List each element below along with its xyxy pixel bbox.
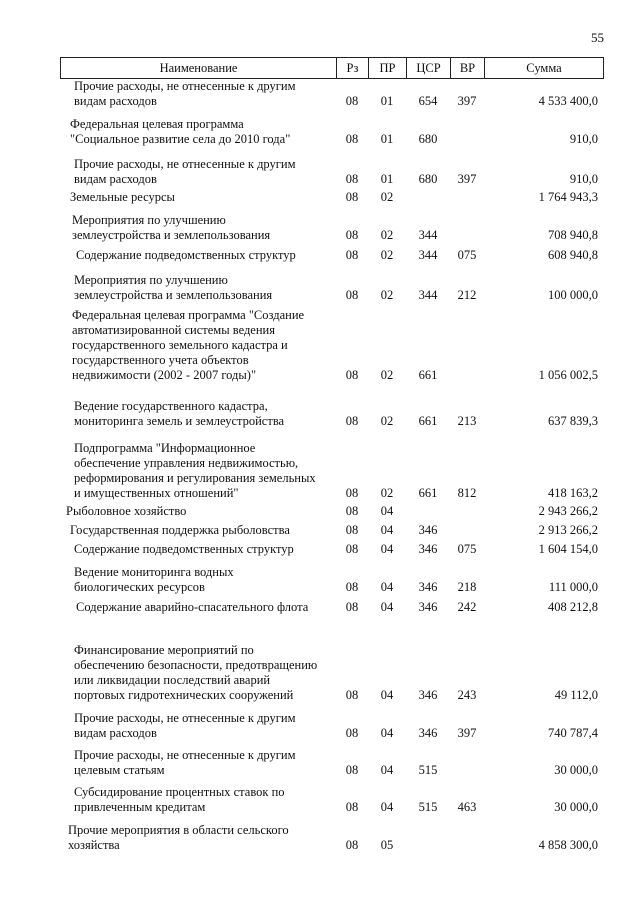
cell-rz: 08 bbox=[345, 414, 359, 428]
cell-sum: 608 940,8 bbox=[548, 248, 598, 262]
cell-sum: 740 787,4 bbox=[548, 726, 598, 740]
cell-rz: 08 bbox=[345, 504, 359, 518]
cell-rz: 08 bbox=[345, 688, 359, 702]
table-row bbox=[60, 441, 604, 501]
cell-sum: 30 000,0 bbox=[554, 800, 598, 814]
cell-csr: 515 bbox=[418, 763, 438, 777]
cell-csr: 346 bbox=[418, 542, 438, 556]
cell-name: Прочие расходы, не отнесенные к другим целевым статьям bbox=[74, 748, 296, 777]
cell-sum: 100 000,0 bbox=[548, 288, 598, 302]
budget-table bbox=[60, 57, 604, 852]
cell-vr: 812 bbox=[457, 486, 477, 500]
cell-pr: 04 bbox=[380, 580, 394, 594]
cell-sum: 111 000,0 bbox=[548, 580, 598, 594]
column-header-name: Наименование bbox=[60, 58, 336, 78]
cell-rz: 08 bbox=[345, 523, 359, 537]
cell-csr: 661 bbox=[418, 486, 438, 500]
cell-name: Прочие расходы, не отнесенные к другим видам расходов bbox=[74, 711, 296, 740]
cell-csr: 346 bbox=[418, 580, 438, 594]
cell-pr: 04 bbox=[380, 726, 394, 740]
cell-vr: 242 bbox=[457, 600, 477, 614]
cell-name: Субсидирование процентных ставок по привлеченным кредитам bbox=[74, 785, 285, 814]
table-row bbox=[60, 823, 604, 853]
table-row bbox=[60, 504, 604, 519]
cell-csr: 661 bbox=[418, 414, 438, 428]
cell-csr: 654 bbox=[418, 94, 438, 108]
cell-name: Государственная поддержка рыболовства bbox=[70, 523, 290, 537]
cell-vr bbox=[450, 308, 484, 383]
cell-rz: 08 bbox=[345, 94, 359, 108]
cell-name: Содержание аварийно-спасательного флота bbox=[76, 600, 309, 614]
table-row bbox=[60, 542, 604, 557]
cell-vr bbox=[450, 504, 484, 519]
table-row bbox=[60, 308, 604, 383]
cell-vr: 075 bbox=[457, 542, 477, 556]
cell-sum: 910,0 bbox=[569, 172, 598, 186]
cell-vr bbox=[450, 823, 484, 853]
cell-csr: 344 bbox=[418, 288, 438, 302]
cell-vr: 212 bbox=[457, 288, 477, 302]
table-row bbox=[60, 248, 604, 263]
table-row bbox=[60, 79, 604, 109]
cell-csr: 344 bbox=[418, 248, 438, 262]
table-row bbox=[60, 643, 604, 703]
cell-csr bbox=[406, 823, 450, 853]
table-row bbox=[60, 213, 604, 243]
cell-vr bbox=[450, 213, 484, 243]
cell-name: Содержание подведомственных структур bbox=[76, 248, 296, 262]
cell-name: Прочие мероприятия в области сельского хозяйства bbox=[68, 823, 289, 852]
cell-rz: 08 bbox=[345, 172, 359, 186]
cell-name: Подпрограмма "Информационное обеспечение управления недвижимостью, реформирования и регулирования земельных и имущественных отношений" bbox=[74, 441, 316, 500]
column-header-sum: Сумма bbox=[484, 58, 604, 78]
cell-name: Финансирование мероприятий по обеспечению безопасности, предотвращению или ликвидации последствий аварий портовых гидротехнических сооружений bbox=[74, 643, 318, 702]
cell-rz: 08 bbox=[345, 838, 359, 852]
cell-sum: 408 212,8 bbox=[548, 600, 598, 614]
cell-pr: 04 bbox=[380, 688, 394, 702]
cell-sum: 2 913 266,2 bbox=[538, 523, 598, 537]
cell-vr bbox=[450, 748, 484, 778]
cell-vr: 213 bbox=[457, 414, 477, 428]
cell-vr: 397 bbox=[457, 94, 477, 108]
cell-name: Прочие расходы, не отнесенные к другим видам расходов bbox=[74, 79, 296, 108]
cell-csr: 661 bbox=[418, 368, 438, 382]
cell-sum: 637 839,3 bbox=[548, 414, 598, 428]
table-row bbox=[60, 273, 604, 303]
cell-pr: 05 bbox=[380, 838, 394, 852]
table-row bbox=[60, 565, 604, 595]
cell-pr: 02 bbox=[380, 368, 394, 382]
cell-vr: 397 bbox=[457, 172, 477, 186]
cell-name: Федеральная целевая программа "Социальное развитие села до 2010 года" bbox=[70, 117, 291, 146]
cell-sum: 4 533 400,0 bbox=[538, 94, 598, 108]
table-row bbox=[60, 785, 604, 815]
cell-vr: 218 bbox=[457, 580, 477, 594]
cell-pr: 04 bbox=[380, 763, 394, 777]
cell-rz: 08 bbox=[345, 800, 359, 814]
cell-pr: 04 bbox=[380, 523, 394, 537]
cell-sum: 418 163,2 bbox=[548, 486, 598, 500]
cell-sum: 2 943 266,2 bbox=[538, 504, 598, 518]
cell-sum: 708 940,8 bbox=[548, 228, 598, 242]
cell-csr: 346 bbox=[418, 726, 438, 740]
cell-vr bbox=[450, 117, 484, 147]
table-row bbox=[60, 748, 604, 778]
table-row bbox=[60, 711, 604, 741]
cell-sum: 1 056 002,5 bbox=[538, 368, 598, 382]
cell-vr: 075 bbox=[457, 248, 477, 262]
cell-csr: 346 bbox=[418, 523, 438, 537]
cell-sum: 1 764 943,3 bbox=[538, 190, 598, 204]
cell-csr: 680 bbox=[418, 132, 438, 146]
cell-rz: 08 bbox=[345, 288, 359, 302]
column-header-rz: Рз bbox=[336, 58, 368, 78]
cell-csr: 346 bbox=[418, 600, 438, 614]
cell-sum: 910,0 bbox=[569, 132, 598, 146]
cell-vr bbox=[450, 523, 484, 538]
cell-rz: 08 bbox=[345, 228, 359, 242]
column-header-pr: ПР bbox=[368, 58, 406, 78]
cell-rz: 08 bbox=[345, 726, 359, 740]
cell-pr: 01 bbox=[380, 172, 394, 186]
table-row bbox=[60, 523, 604, 538]
table-row bbox=[60, 600, 604, 615]
cell-vr: 463 bbox=[457, 800, 477, 814]
cell-name: Федеральная целевая программа "Создание автоматизированной системы ведения государственного земельного кадастра и государственного учета объектов недвижимости (2002 - 2007 годы)" bbox=[72, 308, 305, 382]
cell-rz: 08 bbox=[345, 486, 359, 500]
cell-name: Ведение государственного кадастра, мониторинга земель и землеустройства bbox=[74, 399, 285, 428]
column-header-vr: ВР bbox=[450, 58, 484, 78]
cell-csr: 346 bbox=[418, 688, 438, 702]
cell-pr: 02 bbox=[380, 190, 394, 204]
cell-pr: 02 bbox=[380, 228, 394, 242]
cell-name: Мероприятия по улучшению землеустройства и землепользования bbox=[72, 213, 271, 242]
cell-name: Земельные ресурсы bbox=[70, 190, 175, 204]
cell-sum: 4 858 300,0 bbox=[538, 838, 598, 852]
cell-rz: 08 bbox=[345, 368, 359, 382]
table-header bbox=[60, 57, 604, 79]
cell-rz: 08 bbox=[345, 248, 359, 262]
table-row bbox=[60, 399, 604, 429]
cell-vr: 243 bbox=[457, 688, 477, 702]
cell-pr: 02 bbox=[380, 248, 394, 262]
cell-csr bbox=[406, 190, 450, 205]
page-number: 55 bbox=[591, 30, 604, 45]
cell-pr: 04 bbox=[380, 542, 394, 556]
cell-sum: 1 604 154,0 bbox=[538, 542, 598, 556]
cell-csr bbox=[406, 504, 450, 519]
cell-rz: 08 bbox=[345, 763, 359, 777]
cell-sum: 49 112,0 bbox=[554, 688, 598, 702]
cell-pr: 01 bbox=[380, 94, 394, 108]
cell-name: Рыболовное хозяйство bbox=[66, 504, 187, 518]
table-row bbox=[60, 157, 604, 187]
cell-pr: 01 bbox=[380, 132, 394, 146]
cell-name: Прочие расходы, не отнесенные к другим видам расходов bbox=[74, 157, 296, 186]
cell-pr: 04 bbox=[380, 504, 394, 518]
cell-pr: 02 bbox=[380, 288, 394, 302]
cell-rz: 08 bbox=[345, 580, 359, 594]
table-row bbox=[60, 190, 604, 205]
cell-name: Ведение мониторинга водных биологических ресурсов bbox=[74, 565, 234, 594]
cell-pr: 04 bbox=[380, 800, 394, 814]
cell-csr: 515 bbox=[418, 800, 438, 814]
cell-vr bbox=[450, 190, 484, 205]
cell-rz: 08 bbox=[345, 600, 359, 614]
cell-name: Содержание подведомственных структур bbox=[74, 542, 294, 556]
cell-csr: 344 bbox=[418, 228, 438, 242]
cell-rz: 08 bbox=[345, 542, 359, 556]
cell-pr: 04 bbox=[380, 600, 394, 614]
cell-csr: 680 bbox=[418, 172, 438, 186]
cell-pr: 02 bbox=[380, 486, 394, 500]
cell-name: Мероприятия по улучшению землеустройства и землепользования bbox=[74, 273, 273, 302]
cell-rz: 08 bbox=[345, 190, 359, 204]
table-row bbox=[60, 117, 604, 147]
cell-sum: 30 000,0 bbox=[554, 763, 598, 777]
column-header-csr: ЦСР bbox=[406, 58, 450, 78]
cell-pr: 02 bbox=[380, 414, 394, 428]
cell-vr: 397 bbox=[457, 726, 477, 740]
cell-rz: 08 bbox=[345, 132, 359, 146]
